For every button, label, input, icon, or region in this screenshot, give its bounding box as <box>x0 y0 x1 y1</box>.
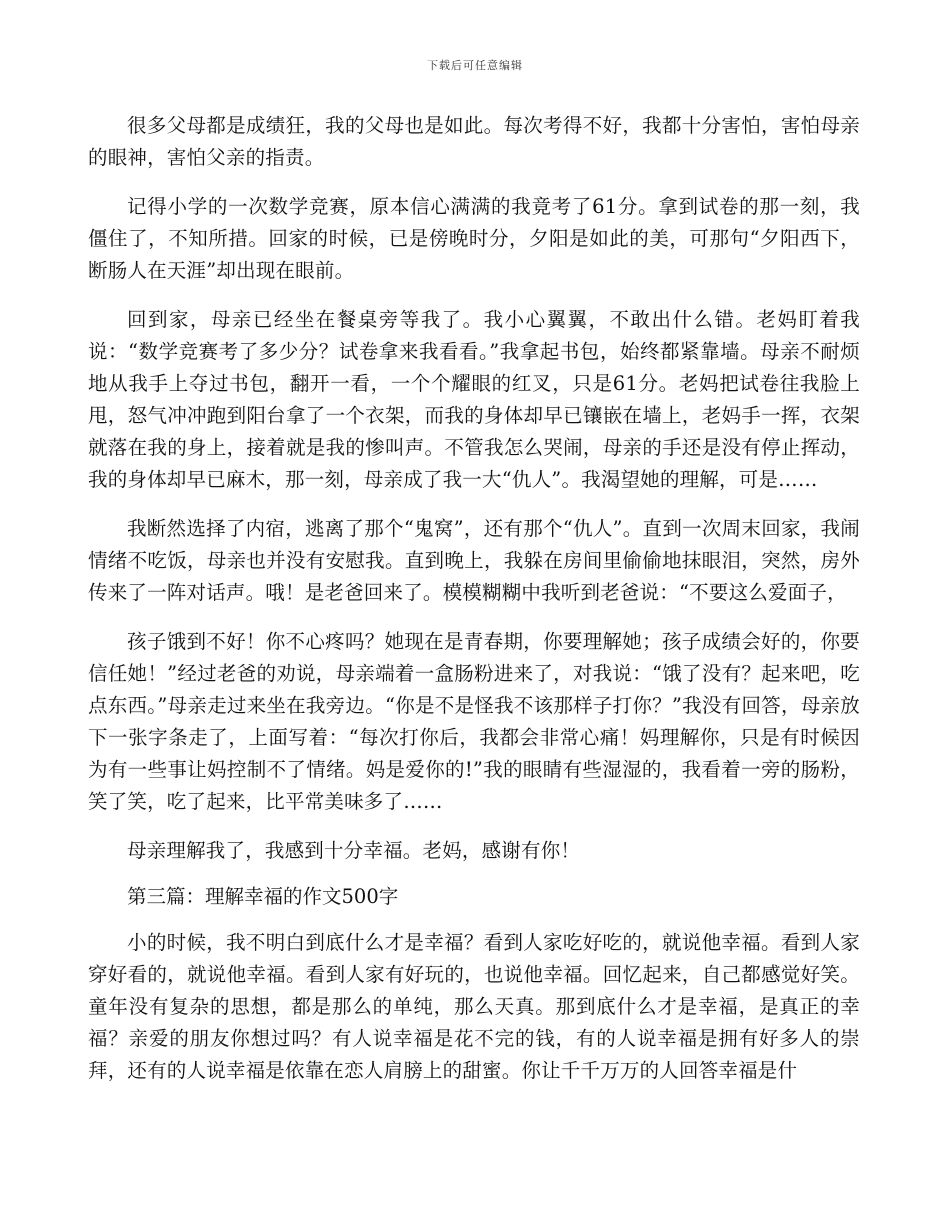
paragraph-6: 母亲理解我了，我感到十分幸福。老妈，感谢有你！ <box>127 839 581 862</box>
paragraph-final: 小的时候，我不明白到底什么才是幸福？看到人家吃好吃的，就说他幸福。看到人家穿好看的，就说他幸福。看到人家有好玩的，也说他幸福。回忆起来，自己都感觉好笑。童年没有复杂的思想，都是那么的单纯，那么天真。那到底什么才是幸福，是真正的幸福？亲爱的朋友你想过吗？有人说幸福是花不完的钱，有的人说幸福是拥有好多人的崇拜，还有的人说幸福是依靠在恋人肩膀上的甜蜜。你让千千万万的人回答幸福是什 <box>88 931 860 1082</box>
section-heading: 第三篇：理解幸福的作文500字 <box>127 885 399 908</box>
header-note: 下载后可任意编辑 <box>427 59 523 72</box>
paragraph-5: 孩子饿到不好！你不心疼吗？她现在是青春期，你要理解她；孩子成绩会好的，你要信任她！”经过老爸的劝说，母亲端着一盒肠粉进来了，对我说：“饿了没有？起来吧，吃点东西。”母亲走过来坐在我旁边。“你是不是怪我不该那样子打你？”我没有回答，母亲放下一张字条走了，上面写着：“每次打你后，我都会非常心痛！妈理解你，只是有时候因为有一些事让妈控制不了情绪。妈是爱你的!”我的眼睛有些湿湿的，我看着一旁的肠粉，笑了笑，吃了起来，比平常美味多了…… <box>88 630 860 813</box>
paragraph-2: 记得小学的一次数学竞赛，原本信心满满的我竟考了61分。拿到试卷的那一刻，我僵住了，不知所措。回家的时候，已是傍晚时分，夕阳是如此的美，可那句“夕阳西下，断肠人在天涯”却出现在眼前。 <box>88 195 860 282</box>
paragraph-3: 回到家，母亲已经坐在餐桌旁等我了。我小心翼翼，不敢出什么错。老妈盯着我说：“数学竞赛考了多少分？试卷拿来我看看。”我拿起书包，始终都紧靠墙。母亲不耐烦地从我手上夺过书包，翻开一看，一个个耀眼的红叉，只是61分。老妈把试卷往我脸上甩，怒气冲冲跑到阳台拿了一个衣架，而我的身体却早已镶嵌在墙上，老妈手一挥，衣架就落在我的身上，接着就是我的惨叫声。不管我怎么哭闹，母亲的手还是没有停止挥动，我的身体却早已麻木，那一刻，母亲成了我一大“仇人”。我渴望她的理解，可是…… <box>88 308 860 491</box>
paragraph-1: 很多父母都是成绩狂，我的父母也是如此。每次考得不好，我都十分害怕，害怕母亲的眼神，害怕父亲的指责。 <box>88 114 860 169</box>
document-body <box>88 110 860 1104</box>
paragraph-4: 我断然选择了内宿，逃离了那个“鬼窝”，还有那个“仇人”。直到一次周末回家，我闹情绪不吃饭，母亲也并没有安慰我。直到晚上，我躲在房间里偷偷地抹眼泪，突然，房外传来了一阵对话声。哦！是老爸回来了。模模糊糊中我听到老爸说：“不要这么爱面子， <box>88 517 860 604</box>
